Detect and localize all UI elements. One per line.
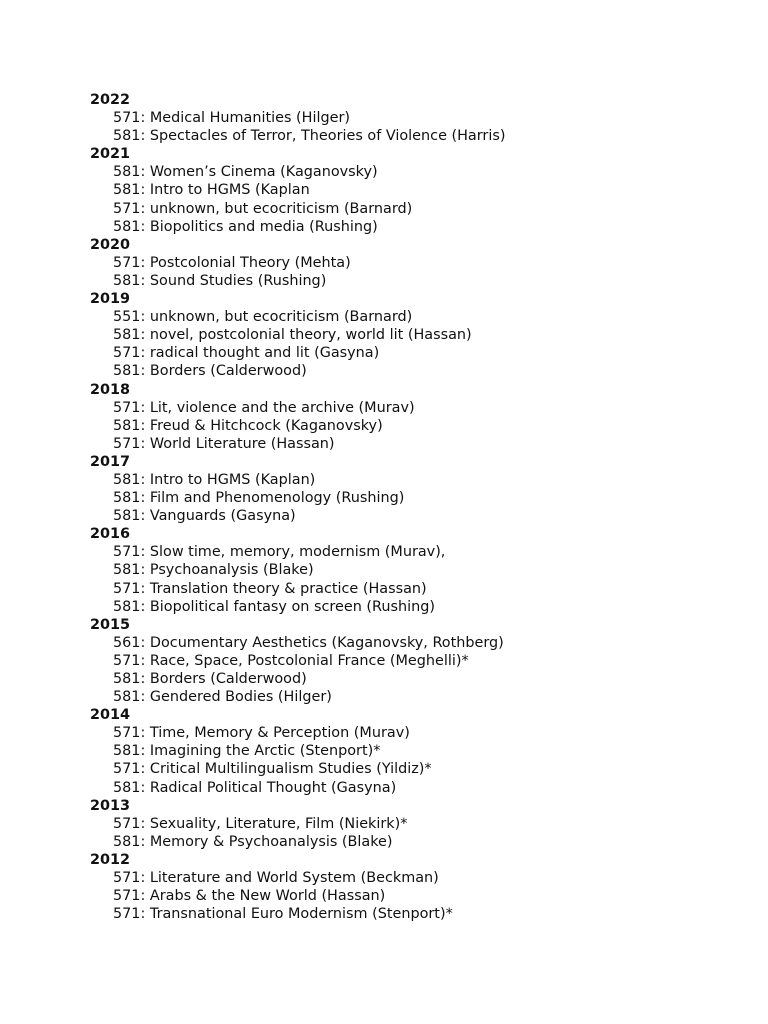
course-item: 581: Film and Phenomenology (Rushing) (113, 490, 405, 507)
course-item: 571: radical thought and lit (Gasyna) (113, 345, 380, 362)
year-heading: 2012 (90, 851, 131, 868)
course-item: 571: Slow time, memory, modernism (Murav), (113, 544, 446, 561)
course-item: 571: unknown, but ecocriticism (Barnard) (113, 200, 413, 217)
year-section (90, 851, 750, 923)
year-heading: 2013 (90, 797, 131, 814)
year-heading: 2016 (90, 526, 131, 543)
course-item: 581: Intro to HGMS (Kaplan (113, 182, 310, 199)
year-section (90, 706, 750, 796)
year-section (90, 290, 750, 380)
course-item: 581: Biopolitics and media (Rushing) (113, 218, 378, 235)
course-item: 581: Gendered Bodies (Hilger) (113, 689, 332, 706)
course-item: 581: Freud & Hitchcock (Kaganovsky) (113, 417, 383, 434)
course-item: 581: Borders (Calderwood) (113, 363, 307, 380)
course-item: 581: Spectacles of Terror, Theories of Violence (Harris) (113, 128, 506, 145)
year-section (90, 145, 750, 235)
year-heading: 2020 (90, 236, 131, 253)
year-section (90, 236, 750, 290)
year-heading: 2014 (90, 707, 131, 724)
course-item: 581: Memory & Psychoanalysis (Blake) (113, 833, 393, 850)
course-item: 581: Radical Political Thought (Gasyna) (113, 779, 397, 796)
course-item: 581: Intro to HGMS (Kaplan) (113, 471, 316, 488)
year-section (90, 381, 750, 453)
year-heading: 2017 (90, 453, 131, 470)
year-section (90, 616, 750, 706)
course-history-list (90, 91, 750, 923)
course-item: 581: Women’s Cinema (Kaganovsky) (113, 164, 378, 181)
year-section (90, 91, 750, 145)
course-item: 581: Biopolitical fantasy on screen (Rushing) (113, 598, 435, 615)
course-item: 571: Sexuality, Literature, Film (Niekirk)* (113, 815, 408, 832)
course-item: 571: Literature and World System (Beckman) (113, 870, 439, 887)
year-heading: 2022 (90, 92, 131, 108)
course-item: 571: Arabs & the New World (Hassan) (113, 888, 386, 905)
course-item: 581: Sound Studies (Rushing) (113, 272, 327, 289)
year-heading: 2018 (90, 381, 131, 398)
course-item: 571: World Literature (Hassan) (113, 435, 335, 452)
course-item: 571: Transnational Euro Modernism (Stenport)* (113, 906, 453, 923)
course-item: 571: Lit, violence and the archive (Murav) (113, 399, 415, 416)
year-section (90, 453, 750, 525)
course-item: 571: Translation theory & practice (Hassan) (113, 580, 427, 597)
year-section (90, 525, 750, 615)
course-item: 561: Documentary Aesthetics (Kaganovsky, Rothberg) (113, 634, 504, 651)
course-item: 581: Vanguards (Gasyna) (113, 508, 296, 525)
course-item: 571: Critical Multilingualism Studies (Yildiz)* (113, 761, 432, 778)
course-item: 581: Imagining the Arctic (Stenport)* (113, 743, 381, 760)
course-item: 571: Postcolonial Theory (Mehta) (113, 254, 351, 271)
course-item: 581: Borders (Calderwood) (113, 671, 307, 687)
year-section (90, 797, 750, 851)
year-heading: 2021 (90, 146, 131, 163)
course-item: 551: unknown, but ecocriticism (Barnard) (113, 309, 413, 326)
year-heading: 2019 (90, 291, 131, 308)
year-heading: 2015 (90, 616, 131, 633)
course-item: 571: Race, Space, Postcolonial France (Meghelli)* (113, 652, 469, 669)
course-item: 571: Medical Humanities (Hilger) (113, 110, 351, 127)
course-item: 581: Psychoanalysis (Blake) (113, 562, 314, 579)
course-item: 571: Time, Memory & Perception (Murav) (113, 725, 410, 742)
course-item: 581: novel, postcolonial theory, world lit (Hassan) (113, 327, 472, 344)
